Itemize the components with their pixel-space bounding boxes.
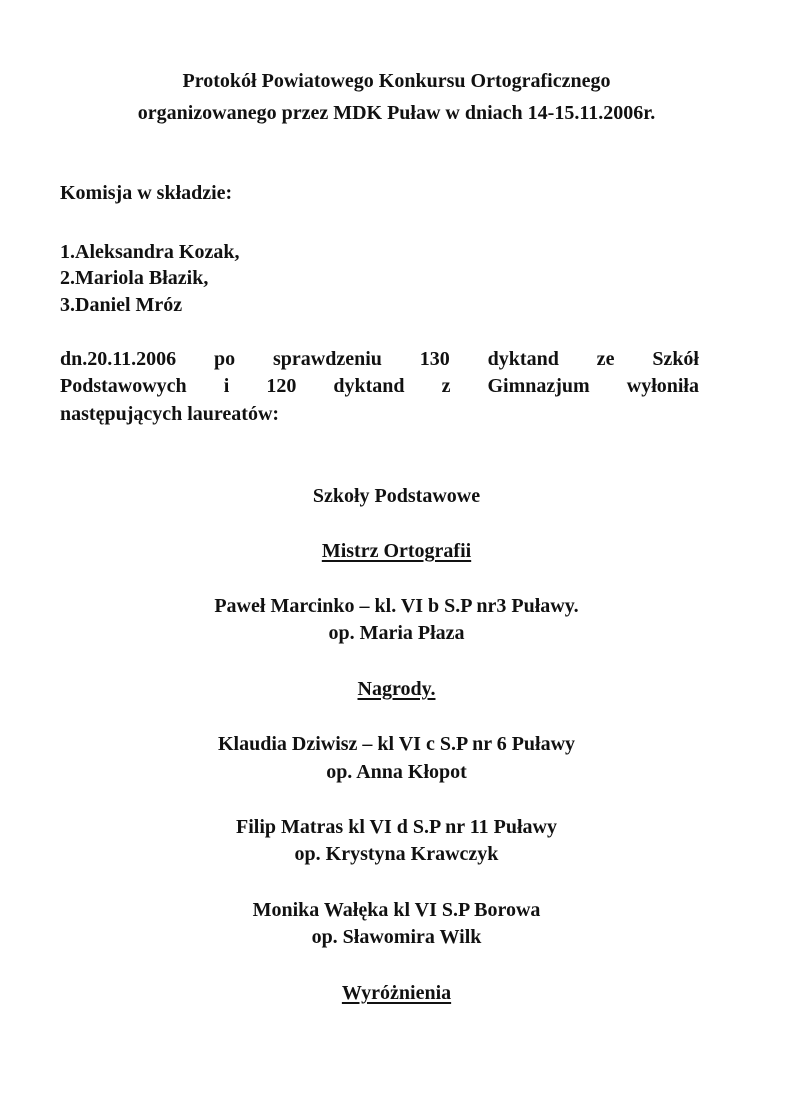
intro-line-1: dn.20.11.2006 po sprawdzeniu 130 dyktand ze Szkół	[60, 348, 699, 370]
title-line-1: Protokół Powiatowego Konkursu Ortograficznego	[182, 70, 611, 92]
commission-member-1: 1.Aleksandra Kozak,	[60, 241, 240, 263]
master-teacher: op. Maria Płaza	[328, 622, 465, 644]
commission-member-2: 2.Mariola Błazik,	[60, 267, 209, 289]
award-teacher-3: op. Sławomira Wilk	[311, 926, 482, 948]
master-heading: Mistrz Ortografii	[321, 540, 472, 562]
distinctions-heading: Wyróżnienia	[341, 982, 452, 1004]
section-title: Szkoły Podstawowe	[312, 485, 481, 507]
award-student-3: Monika Wałęka kl VI S.P Borowa	[252, 899, 541, 921]
commission-heading: Komisja w składzie:	[60, 182, 233, 204]
commission-member-3: 3.Daniel Mróz	[60, 294, 183, 316]
award-teacher-1: op. Anna Kłopot	[326, 761, 467, 783]
award-teacher-2: op. Krystyna Krawczyk	[294, 843, 499, 865]
award-student-1: Klaudia Dziwisz – kl VI c S.P nr 6 Puławy	[217, 733, 576, 755]
award-student-2: Filip Matras kl VI d S.P nr 11 Puławy	[236, 816, 557, 838]
intro-line-2: Podstawowych i 120 dyktand z Gimnazjum wyłoniła	[60, 375, 699, 397]
master-student: Paweł Marcinko – kl. VI b S.P nr3 Puławy.	[214, 595, 579, 617]
intro-line-3: następujących laureatów:	[60, 403, 280, 425]
awards-heading: Nagrody.	[357, 678, 436, 700]
title-line-2: organizowanego przez MDK Puław w dniach 14-15.11.2006r.	[137, 102, 656, 124]
